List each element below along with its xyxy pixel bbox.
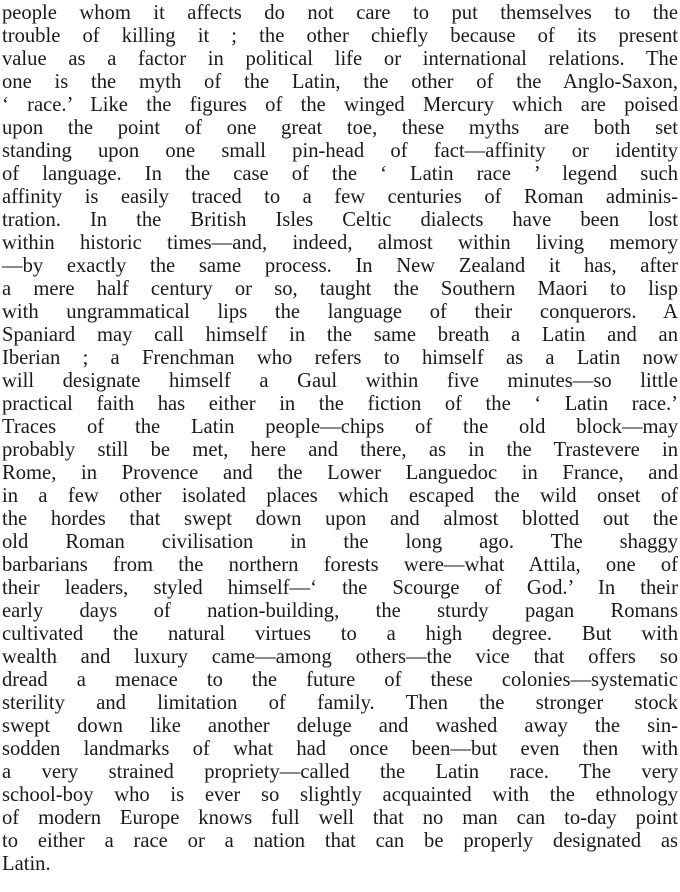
text-line: a very strained propriety—called the Latin race. The very — [2, 761, 678, 783]
text-line: Spaniard may call himself in the same breath a Latin and an — [2, 324, 678, 346]
text-line: people whom it affects do not care to put themselves to the — [2, 2, 678, 24]
text-line: will designate himself a Gaul within five minutes—so little — [2, 370, 678, 392]
text-line: of language. In the case of the ‘ Latin race ’ legend such — [2, 163, 678, 185]
text-line: sterility and limitation of family. Then the stronger stock — [2, 692, 678, 714]
text-line: their leaders, styled himself—‘ the Scourge of God.’ In their — [2, 577, 678, 599]
text-line: tration. In the British Isles Celtic dialects have been lost — [2, 209, 678, 231]
text-line: Latin. — [2, 853, 51, 875]
text-line: practical faith has either in the fiction of the ‘ Latin race.’ — [2, 393, 678, 415]
text-line: sodden landmarks of what had once been—but even then with — [2, 738, 678, 760]
text-line: with ungrammatical lips the language of their conquerors. A — [2, 301, 678, 323]
text-line: the hordes that swept down upon and almost blotted out the — [2, 508, 678, 530]
text-line: trouble of killing it ; the other chiefly because of its present — [2, 25, 678, 47]
text-line: old Roman civilisation in the long ago. The shaggy — [2, 531, 678, 553]
text-line: in a few other isolated places which escaped the wild onset of — [2, 485, 678, 507]
text-line: of modern Europe knows full well that no man can to-day point — [2, 807, 678, 829]
text-line: to either a race or a nation that can be properly designated as — [2, 830, 678, 852]
text-line: school-boy who is ever so slightly acquainted with the ethnology — [2, 784, 678, 806]
text-line: swept down like another deluge and washed away the sin- — [2, 715, 678, 737]
text-line: a mere half century or so, taught the Southern Maori to lisp — [2, 278, 678, 300]
text-line: standing upon one small pin-head of fact—affinity or identity — [2, 140, 678, 162]
text-line: affinity is easily traced to a few centuries of Roman adminis- — [2, 186, 678, 208]
text-line: wealth and luxury came—among others—the vice that offers so — [2, 646, 678, 668]
text-line: upon the point of one great toe, these myths are both set — [2, 117, 678, 139]
text-line: Rome, in Provence and the Lower Languedoc in France, and — [2, 462, 678, 484]
text-line: one is the myth of the Latin, the other of the Anglo-Saxon, — [2, 71, 678, 93]
text-line: early days of nation-building, the sturdy pagan Romans — [2, 600, 678, 622]
text-line: dread a menace to the future of these colonies—systematic — [2, 669, 678, 691]
text-line: Iberian ; a Frenchman who refers to himself as a Latin now — [2, 347, 678, 369]
text-line: cultivated the natural virtues to a high degree. But with — [2, 623, 678, 645]
text-line: ‘ race.’ Like the figures of the winged Mercury which are poised — [2, 94, 678, 116]
text-line: probably still be met, here and there, as in the Trastevere in — [2, 439, 678, 461]
text-line: —by exactly the same process. In New Zealand it has, after — [2, 255, 678, 277]
text-line: Traces of the Latin people—chips of the old block—may — [2, 416, 678, 438]
text-line: barbarians from the northern forests were—what Attila, one of — [2, 554, 678, 576]
text-line: within historic times—and, indeed, almost within living memory — [2, 232, 678, 254]
text-line: value as a factor in political life or international relations. The — [2, 48, 678, 70]
